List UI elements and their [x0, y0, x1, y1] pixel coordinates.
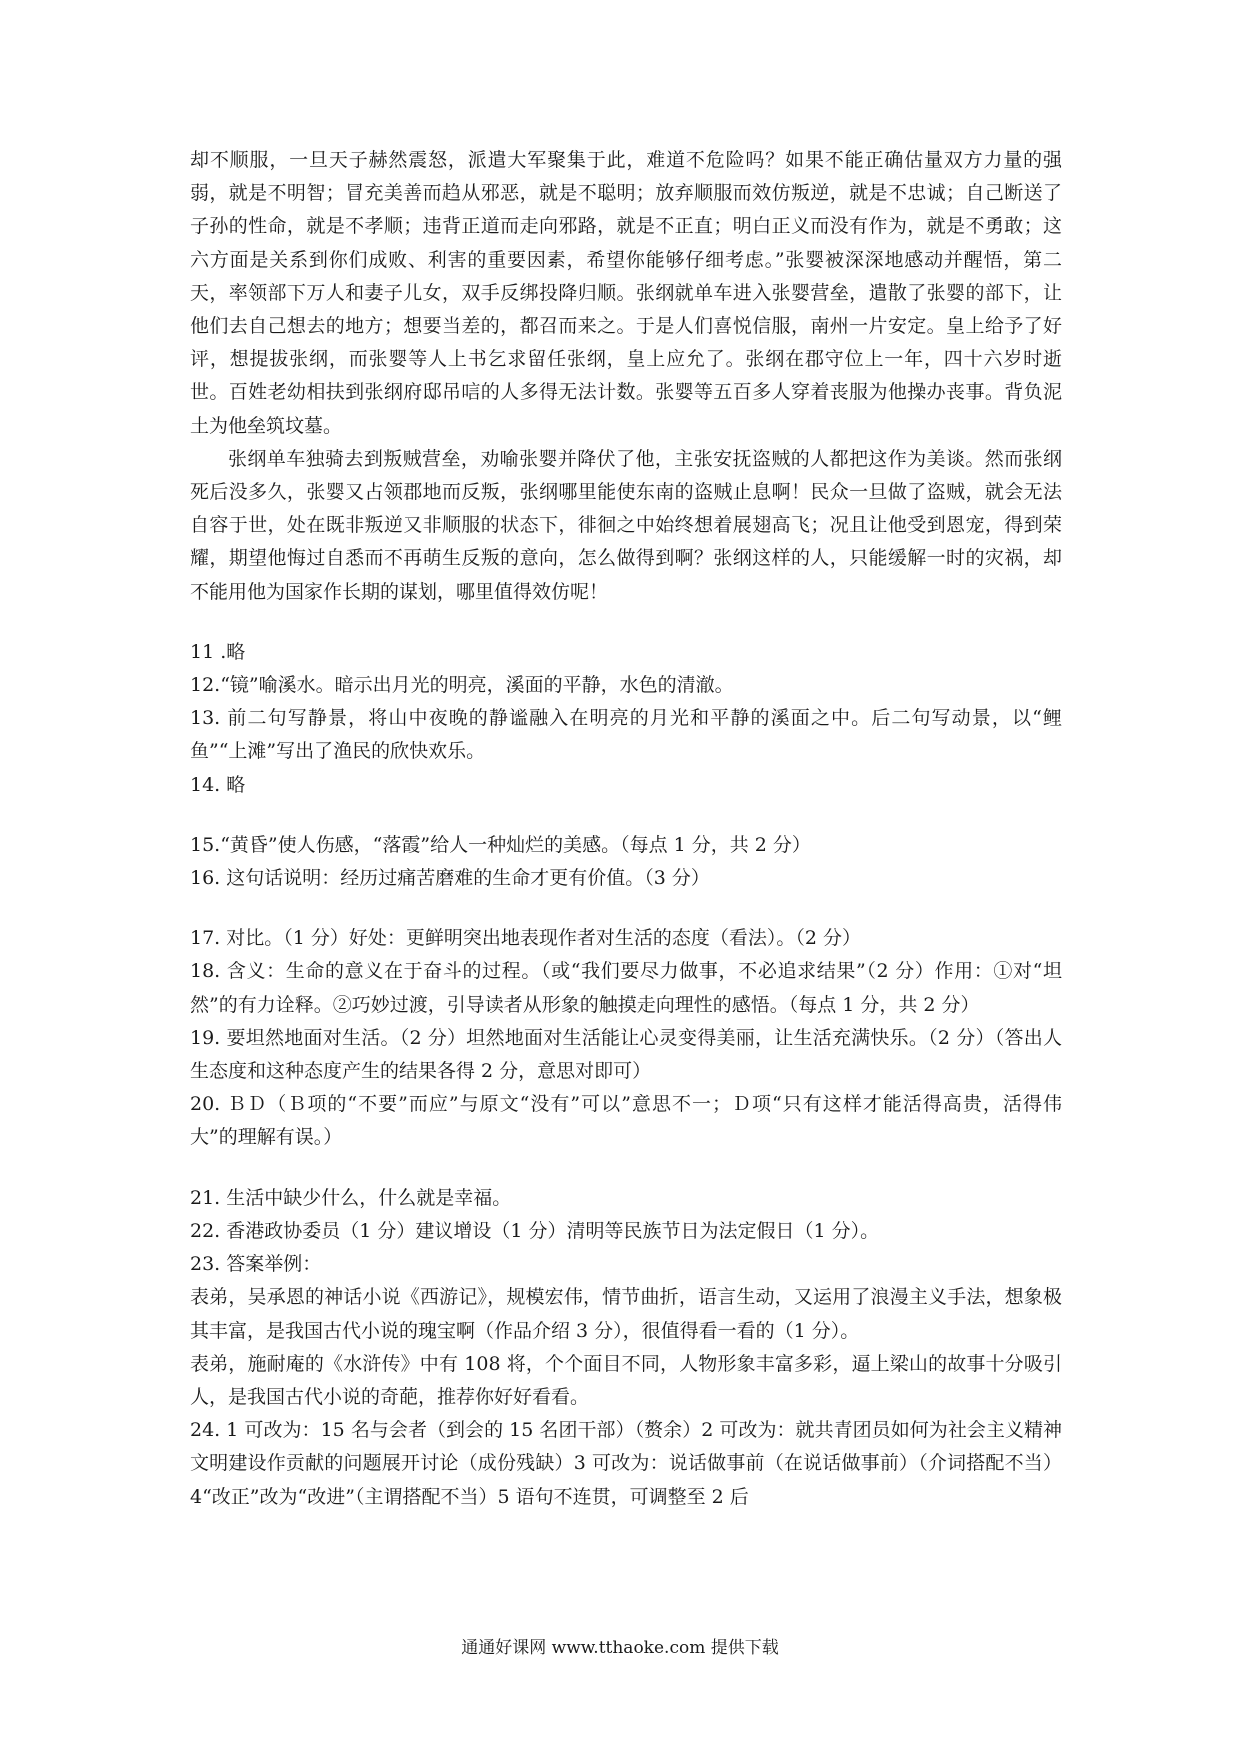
answer-14: 14. 略	[190, 773, 246, 796]
answer-22: 22. 香港政协委员（1 分）建议增设（1 分）清明等民族节日为法定假日（1 分）。	[190, 1219, 880, 1242]
answer-16: 16. 这句话说明：经历过痛苦磨难的生命才更有价值。（3 分）	[190, 867, 710, 890]
spacer	[190, 609, 1062, 636]
answer-18: 18. 含义：生命的意义在于奋斗的过程。（或“我们要尽力做事，不必追求结果”（2 分）作用：①对“坦然”的有力诠释。②巧妙过渡，引导读者从形象的触摸走向理性的感悟。（每点 1 分，共 2 分）	[190, 960, 1062, 1016]
answer-23-example-1: 表弟，吴承恩的神话小说《西游记》，规模宏伟，情节曲折，语言生动，又运用了浪漫主义手法，想象极其丰富，是我国古代小说的瑰宝啊（作品介绍 3 分），很值得看一看的（1 分）。	[190, 1286, 1062, 1342]
answer-17: 17. 对比。（1 分）好处：更鲜明突出地表现作者对生活的态度（看法）。（2 分）	[190, 927, 862, 950]
answer-19: 19. 要坦然地面对生活。（2 分）坦然地面对生活能让心灵变得美丽，让生活充满快乐。（2 分）（答出人生态度和这种态度产生的结果各得 2 分，意思对即可）	[190, 1026, 1062, 1083]
answer-23-heading: 23. 答案举例：	[190, 1253, 322, 1276]
answer-11: 11 .略	[190, 640, 246, 663]
answer-12: 12.“镜”喻溪水。暗示出月光的明亮，溪面的平静，水色的清澈。	[190, 674, 734, 697]
answer-20: 20. ＢＤ（Ｂ项的“不要”而应”与原文“没有”可以”意思不一；Ｄ项“只有这样才能活得高贵，活得伟大”的理解有误。）	[190, 1093, 1062, 1149]
answer-23-example-2: 表弟，施耐庵的《水浒传》中有 108 将，个个面目不同，人物形象丰富多彩，逼上梁山的故事十分吸引人，是我国古代小说的奇葩，推荐你好好看看。	[190, 1352, 1062, 1408]
spacer	[190, 895, 1062, 922]
document-body	[190, 144, 1062, 1514]
spacer	[190, 802, 1062, 829]
answer-13: 13. 前二句写静景，将山中夜晚的静谧融入在明亮的月光和平静的溪面之中。后二句写动景，以“鲤鱼”“上滩”写出了渔民的欣快欢乐。	[190, 707, 1062, 763]
answer-15: 15.“黄昏”使人伤感，“落霞”给人一种灿烂的美感。（每点 1 分，共 2 分）	[190, 833, 811, 856]
spacer	[190, 1155, 1062, 1182]
translation-paragraph-1: 却不顺服，一旦天子赫然震怒，派遣大军聚集于此，难道不危险吗？如果不能正确估量双方力量的强弱，就是不明智；冒充美善而趋从邪恶，就是不聪明；放弃顺服而效仿叛逆，就是不忠诚；自己断送了子孙的性命，就是不孝顺；违背正道而走向邪路，就是不正直；明白正义而没有作为，就是不勇敢；这六方面是关系到你们成败、利害的重要因素，希望你能够仔细考虑。”张婴被深深地感动并醒悟，第二天，率领部下万人和妻子儿女，双手反绑投降归顺。张纲就单车进入张婴营垒，遣散了张婴的部下，让他们去自己想去的地方；想要当差的，都召而来之。于是人们喜悦信服，南州一片安定。皇上给予了好评，想提拔张纲，而张婴等人上书乞求留任张纲，皇上应允了。张纲在郡守位上一年，四十六岁时逝世。百姓老幼相扶到张纲府邸吊唁的人多得无法计数。张婴等五百多人穿着丧服为他操办丧事。背负泥土为他垒筑坟墓。	[190, 149, 1062, 437]
page-footer: 通通好课网 www.tthaoke.com 提供下载	[461, 1638, 779, 1658]
answer-21: 21. 生活中缺少什么，什么就是幸福。	[190, 1186, 512, 1209]
answer-24: 24. 1 可改为：15 名与会者（到会的 15 名团干部）（赘余）2 可改为：就共青团员如何为社会主义精神文明建设作贡献的问题展开讨论（成份残缺）3 可改为：说话做事前（在说话做事前）（介词搭配不当）4“改正”改为“改进”（主谓搭配不当）5 语句不连贯，可调整至 2 后	[190, 1419, 1062, 1508]
translation-paragraph-2: 张纲单车独骑去到叛贼营垒，劝喻张婴并降伏了他，主张安抚盗贼的人都把这作为美谈。然而张纲死后没多久，张婴又占领郡地而反叛，张纲哪里能使东南的盗贼止息啊！民众一旦做了盗贼，就会无法自容于世，处在既非叛逆又非顺服的状态下，徘徊之中始终想着展翅高飞；况且让他受到恩宠，得到荣耀，期望他悔过自悉而不再萌生反叛的意向，怎么做得到啊？张纲这样的人，只能缓解一时的灾祸，却不能用他为国家作长期的谋划，哪里值得效仿呢！	[190, 447, 1062, 603]
